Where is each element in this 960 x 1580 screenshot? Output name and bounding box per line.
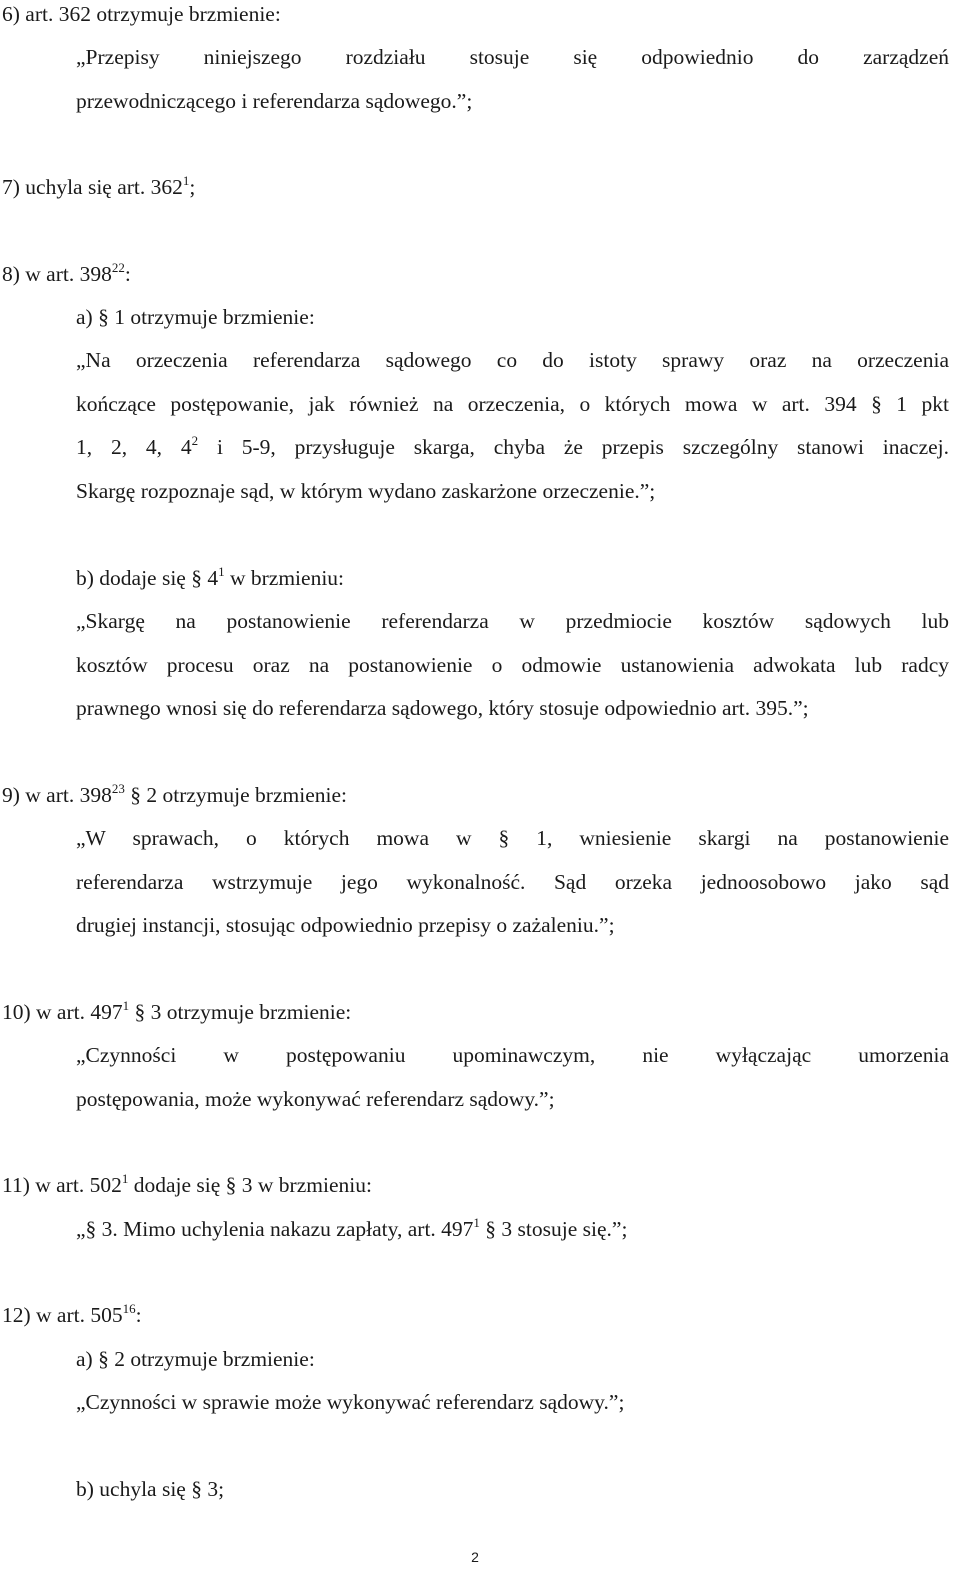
item-7-header: 7) uchyla się art. $362^1$;: [2, 172, 196, 199]
item-12a-header: a) § 2 otrzymuje brzmienie:: [76, 1347, 315, 1371]
item-8b-quote-line: „Skargę na postanowienie referendarza w przedmiocie kosztów sądowych lub: [76, 609, 949, 633]
item-12b-header: b) uchyla się § 3;: [76, 1477, 225, 1501]
item-8b-quote-line: kosztów procesu oraz na postanowienie o odmowie ustanowienia adwokata lub radcy: [76, 653, 949, 677]
item-9-header: 9) w art. $398^{23}$ § 2 otrzymuje brzmienie:: [2, 780, 347, 807]
item-8a-quote-line: 1, 2, 4, $4^2$ i 5-9, przysługuje skarga, chyba że przepis szczególny stanowi inaczej.: [76, 432, 950, 459]
item-8a-header: a) § 1 otrzymuje brzmienie:: [76, 305, 315, 329]
item-8b-header: b) dodaje się § $4^1$ w brzmieniu:: [76, 563, 345, 590]
item-8a-quote-line: kończące postępowanie, jak również na orzeczenia, o których mowa w art. 394 § 1 pkt: [76, 392, 949, 416]
item-8a-quote-line: „Na orzeczenia referendarza sądowego co do istoty sprawy oraz na orzeczenia: [76, 348, 949, 372]
item-8b-quote-line: prawnego wnosi się do referendarza sądowego, który stosuje odpowiednio art. 395.”;: [76, 696, 809, 720]
item-10-quote-line: „Czynności w postępowaniu upominawczym, nie wyłączając umorzenia: [76, 1043, 949, 1067]
item-8-header: 8) w art. $398^{22}$:: [2, 259, 131, 286]
page-number: 2: [471, 1549, 479, 1565]
item-12a-quote-line: „Czynności w sprawie może wykonywać referendarz sądowy.”;: [76, 1390, 625, 1414]
item-6-quote-line: przewodniczącego i referendarza sądowego.”;: [76, 89, 473, 113]
item-11-quote-line: „§ 3. Mimo uchylenia nakazu zapłaty, art. $497^1$ § 3 stosuje się.”;: [76, 1214, 628, 1241]
item-9-quote-line: drugiej instancji, stosując odpowiednio przepisy o zażaleniu.”;: [76, 913, 615, 937]
item-9-quote-line: referendarza wstrzymuje jego wykonalność. Sąd orzeka jednoosobowo jako sąd: [76, 870, 949, 894]
item-10-quote-line: postępowania, może wykonywać referendarz sądowy.”;: [76, 1087, 555, 1111]
item-12-header: 12) w art. $505^{16}$:: [2, 1300, 142, 1327]
item-8a-quote-line: Skargę rozpoznaje sąd, w którym wydano zaskarżone orzeczenie.”;: [76, 479, 656, 503]
item-6-header: 6) art. 362 otrzymuje brzmienie:: [2, 2, 281, 26]
item-9-quote-line: „W sprawach, o których mowa w § 1, wniesienie skargi na postanowienie: [76, 826, 949, 850]
item-10-header: 10) w art. $497^1$ § 3 otrzymuje brzmienie:: [2, 997, 352, 1024]
item-6-quote-line: „Przepisy niniejszego rozdziału stosuje się odpowiednio do zarządzeń: [76, 45, 949, 69]
item-11-header: 11) w art. $502^1$ dodaje się § 3 w brzmieniu:: [2, 1170, 372, 1197]
